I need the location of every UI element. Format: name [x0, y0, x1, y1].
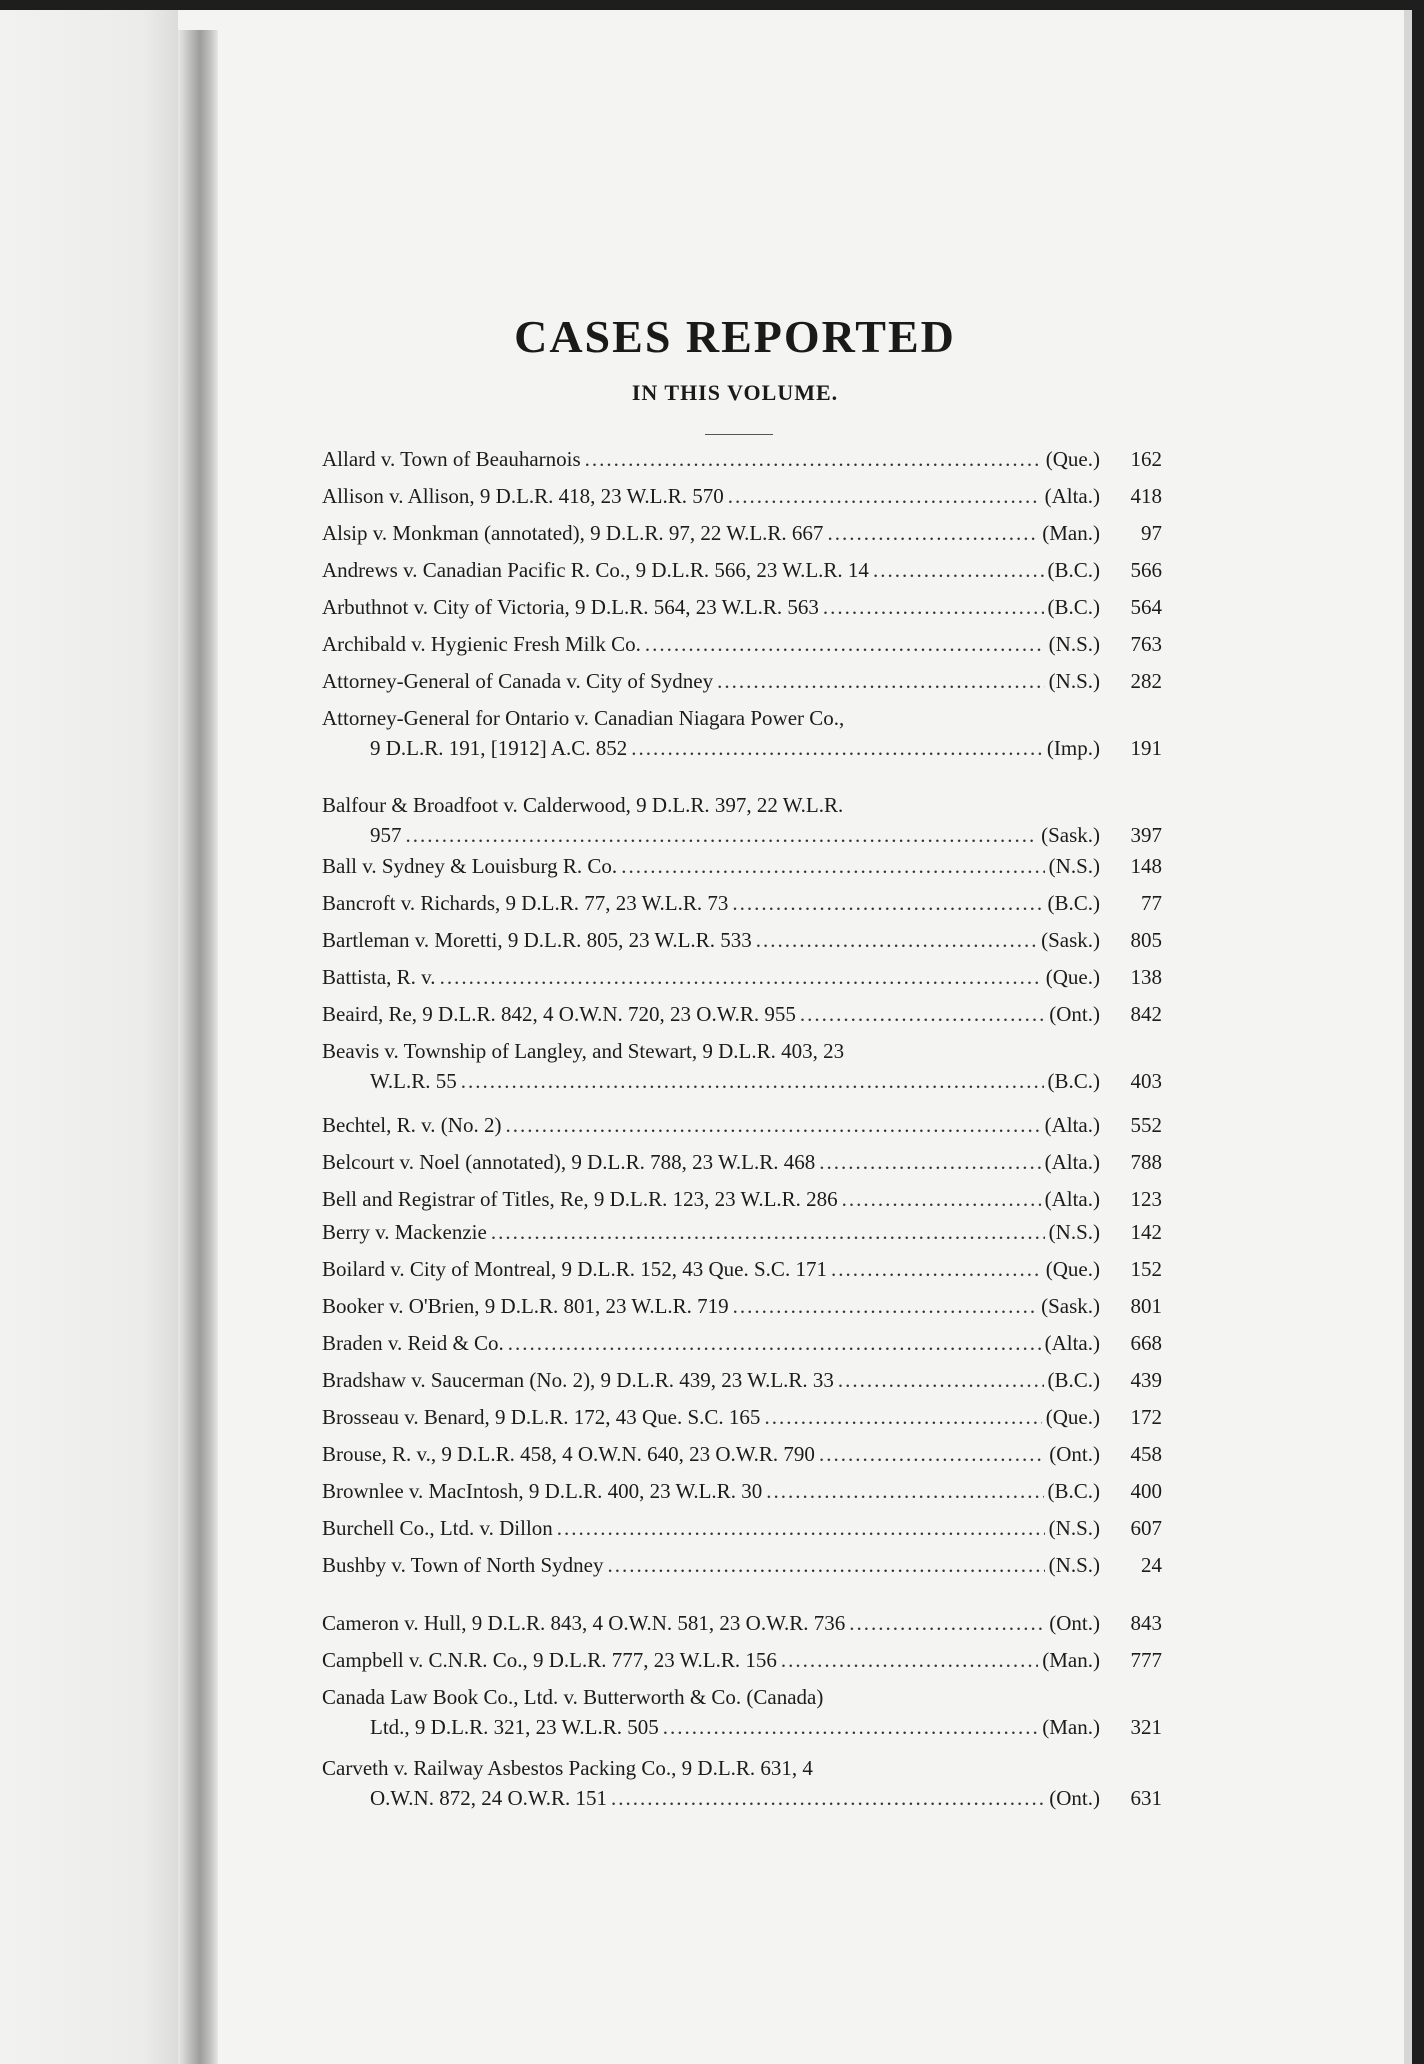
case-entry — [322, 666, 1162, 696]
case-title: Beaird, Re, 9 D.L.R. 842, 4 O.W.N. 720, 23 O.W.R. 955 — [322, 1002, 796, 1026]
dot-leader — [766, 1476, 1043, 1506]
case-entry — [322, 790, 1162, 850]
page-edge — [1404, 10, 1412, 2064]
court-abbrev: (Que.) — [1045, 965, 1100, 989]
case-title: Cameron v. Hull, 9 D.L.R. 843, 4 O.W.N. 581, 23 O.W.R. 736 — [322, 1611, 846, 1635]
facing-page-edge — [0, 10, 178, 2064]
court-abbrev: (N.S.) — [1048, 669, 1100, 693]
case-entry — [322, 444, 1162, 474]
court-abbrev: (Alta.) — [1044, 484, 1100, 508]
page-number: 403 — [1130, 1069, 1162, 1093]
court-abbrev: (B.C.) — [1047, 558, 1100, 582]
case-entry — [322, 888, 1162, 918]
case-title: Brouse, R. v., 9 D.L.R. 458, 4 O.W.N. 640, 23 O.W.R. 790 — [322, 1442, 815, 1466]
court-abbrev: (Sask.) — [1041, 928, 1100, 952]
case-title: Braden v. Reid & Co. — [322, 1331, 504, 1355]
case-title: Carveth v. Railway Asbestos Packing Co., 9 D.L.R. 631, 4 — [322, 1756, 813, 1780]
dot-leader — [491, 1217, 1045, 1247]
case-title: Boilard v. City of Montreal, 9 D.L.R. 152, 43 Que. S.C. 171 — [322, 1257, 827, 1281]
court-abbrev: (B.C.) — [1047, 1479, 1100, 1503]
case-title: Bell and Registrar of Titles, Re, 9 D.L.R. 123, 23 W.L.R. 286 — [322, 1187, 838, 1211]
page-number: 77 — [1141, 891, 1162, 915]
case-entry — [322, 518, 1162, 548]
case-entry — [322, 1645, 1162, 1675]
case-entry — [322, 1217, 1162, 1247]
court-abbrev: (Que.) — [1045, 1257, 1100, 1281]
dot-leader — [611, 1783, 1045, 1813]
page-number: 458 — [1130, 1442, 1162, 1466]
page-number: 282 — [1130, 669, 1162, 693]
court-abbrev: (Man.) — [1042, 1648, 1100, 1672]
case-title: Brosseau v. Benard, 9 D.L.R. 172, 43 Que. S.C. 165 — [322, 1405, 761, 1429]
book-page — [0, 10, 1412, 2064]
case-entry — [322, 1439, 1162, 1469]
dot-leader — [838, 1365, 1044, 1395]
page-number: 138 — [1130, 965, 1162, 989]
page-number: 552 — [1130, 1113, 1162, 1137]
case-title: Allison v. Allison, 9 D.L.R. 418, 23 W.L.R. 570 — [322, 484, 724, 508]
page-number: 843 — [1130, 1611, 1162, 1635]
case-entry — [322, 1184, 1162, 1214]
court-abbrev: (Ont.) — [1049, 1786, 1100, 1810]
page-number: 763 — [1130, 632, 1162, 656]
court-abbrev: (Man.) — [1042, 521, 1100, 545]
page-number: 397 — [1130, 823, 1162, 847]
book-binding-shadow — [178, 30, 218, 2064]
case-title: Attorney-General of Canada v. City of Sydney — [322, 669, 714, 693]
court-abbrev: (Ont.) — [1049, 1611, 1100, 1635]
page-number: 152 — [1130, 1257, 1162, 1281]
case-entry — [322, 1110, 1162, 1140]
case-entry — [322, 1328, 1162, 1358]
case-entry — [322, 555, 1162, 585]
case-title: Beavis v. Township of Langley, and Stewart, 9 D.L.R. 403, 23 — [322, 1039, 845, 1063]
dot-leader — [508, 1328, 1041, 1358]
dot-leader — [764, 1402, 1041, 1432]
case-entry — [322, 1753, 1162, 1813]
court-abbrev: (Sask.) — [1041, 823, 1100, 847]
case-title: Alsip v. Monkman (annotated), 9 D.L.R. 97, 22 W.L.R. 667 — [322, 521, 824, 545]
case-title: Berry v. Mackenzie — [322, 1220, 487, 1244]
dot-leader — [873, 555, 1044, 585]
page-number: 564 — [1130, 595, 1162, 619]
dot-leader — [505, 1110, 1040, 1140]
case-entry — [322, 851, 1162, 881]
page-number: 777 — [1130, 1648, 1162, 1672]
case-entry — [322, 962, 1162, 992]
page-number: 191 — [1130, 736, 1162, 760]
dot-leader — [440, 962, 1042, 992]
page-number: 631 — [1130, 1786, 1162, 1810]
case-entry — [322, 592, 1162, 622]
case-entry — [322, 1513, 1162, 1543]
page-number: 400 — [1130, 1479, 1162, 1503]
court-abbrev: (Ont.) — [1049, 1002, 1100, 1026]
case-title: 957 — [370, 823, 402, 847]
dot-leader — [607, 1550, 1044, 1580]
case-title: 9 D.L.R. 191, [1912] A.C. 852 — [370, 736, 628, 760]
page-number: 97 — [1141, 521, 1162, 545]
case-title: Ltd., 9 D.L.R. 321, 23 W.L.R. 505 — [370, 1715, 659, 1739]
case-title: Andrews v. Canadian Pacific R. Co., 9 D.L.R. 566, 23 W.L.R. 14 — [322, 558, 869, 582]
page-number: 24 — [1141, 1553, 1162, 1577]
case-title: Canada Law Book Co., Ltd. v. Butterworth & Co. (Canada) — [322, 1685, 824, 1709]
dot-leader — [621, 851, 1044, 881]
dot-leader — [557, 1513, 1045, 1543]
case-entry — [322, 1147, 1162, 1177]
page-number: 668 — [1130, 1331, 1162, 1355]
page-number: 842 — [1130, 1002, 1162, 1026]
case-entry — [322, 481, 1162, 511]
court-abbrev: (Ont.) — [1049, 1442, 1100, 1466]
dot-leader — [585, 444, 1042, 474]
court-abbrev: (Alta.) — [1044, 1187, 1100, 1211]
case-title: Balfour & Broadfoot v. Calderwood, 9 D.L.R. 397, 22 W.L.R. — [322, 793, 844, 817]
case-title: Burchell Co., Ltd. v. Dillon — [322, 1516, 553, 1540]
case-entry — [322, 1608, 1162, 1638]
dot-leader — [631, 733, 1043, 763]
page-number: 805 — [1130, 928, 1162, 952]
dot-leader — [781, 1645, 1038, 1675]
page-number: 321 — [1130, 1715, 1162, 1739]
page-number: 142 — [1130, 1220, 1162, 1244]
page-number: 607 — [1130, 1516, 1162, 1540]
case-title: Bradshaw v. Saucerman (No. 2), 9 D.L.R. 439, 23 W.L.R. 33 — [322, 1368, 834, 1392]
court-abbrev: (B.C.) — [1047, 891, 1100, 915]
case-title: Arbuthnot v. City of Victoria, 9 D.L.R. 564, 23 W.L.R. 563 — [322, 595, 819, 619]
title-divider — [705, 434, 773, 435]
court-abbrev: (N.S.) — [1048, 1220, 1100, 1244]
case-entry — [322, 1682, 1162, 1742]
case-entry — [322, 999, 1162, 1029]
case-title: Bechtel, R. v. (No. 2) — [322, 1113, 502, 1137]
dot-leader — [842, 1184, 1041, 1214]
case-title: Bushby v. Town of North Sydney — [322, 1553, 604, 1577]
dot-leader — [728, 481, 1041, 511]
case-title: Allard v. Town of Beauharnois — [322, 447, 581, 471]
court-abbrev: (N.S.) — [1048, 1553, 1100, 1577]
page-number: 418 — [1130, 484, 1162, 508]
case-entry — [322, 1550, 1162, 1580]
court-abbrev: (Que.) — [1045, 447, 1100, 471]
dot-leader — [461, 1066, 1044, 1096]
court-abbrev: (Man.) — [1042, 1715, 1100, 1739]
case-entry — [322, 629, 1162, 659]
court-abbrev: (B.C.) — [1047, 595, 1100, 619]
court-abbrev: (B.C.) — [1047, 1069, 1100, 1093]
dot-leader — [827, 518, 1038, 548]
court-abbrev: (N.S.) — [1048, 632, 1100, 656]
case-title: Bancroft v. Richards, 9 D.L.R. 77, 23 W.L.R. 73 — [322, 891, 729, 915]
dot-leader — [849, 1608, 1045, 1638]
dot-leader — [406, 820, 1038, 850]
page-number: 172 — [1130, 1405, 1162, 1429]
court-abbrev: (Alta.) — [1044, 1150, 1100, 1174]
page-number: 566 — [1130, 558, 1162, 582]
dot-leader — [819, 1147, 1040, 1177]
page-number: 788 — [1130, 1150, 1162, 1174]
case-entry — [322, 1254, 1162, 1284]
case-title: Bartleman v. Moretti, 9 D.L.R. 805, 23 W.L.R. 533 — [322, 928, 752, 952]
dot-leader — [756, 925, 1037, 955]
case-title: Brownlee v. MacIntosh, 9 D.L.R. 400, 23 W.L.R. 30 — [322, 1479, 763, 1503]
case-title: Attorney-General for Ontario v. Canadian Niagara Power Co., — [322, 706, 845, 730]
page-number: 801 — [1130, 1294, 1162, 1318]
page-number: 162 — [1130, 447, 1162, 471]
dot-leader — [717, 666, 1045, 696]
dot-leader — [800, 999, 1045, 1029]
dot-leader — [663, 1712, 1039, 1742]
case-title: Battista, R. v. — [322, 965, 436, 989]
page-title: CASES REPORTED — [514, 311, 956, 362]
dot-leader — [732, 888, 1043, 918]
court-abbrev: (Alta.) — [1044, 1113, 1100, 1137]
case-entry — [322, 925, 1162, 955]
case-entry — [322, 1291, 1162, 1321]
page-number: 123 — [1130, 1187, 1162, 1211]
court-abbrev: (Imp.) — [1046, 736, 1100, 760]
case-title: Archibald v. Hygienic Fresh Milk Co. — [322, 632, 641, 656]
page-subtitle: IN THIS VOLUME. — [631, 380, 839, 405]
dot-leader — [823, 592, 1044, 622]
court-abbrev: (Que.) — [1045, 1405, 1100, 1429]
court-abbrev: (Sask.) — [1041, 1294, 1100, 1318]
case-entry — [322, 703, 1162, 763]
case-title: Belcourt v. Noel (annotated), 9 D.L.R. 788, 23 W.L.R. 468 — [322, 1150, 816, 1174]
court-abbrev: (N.S.) — [1048, 854, 1100, 878]
case-title: Ball v. Sydney & Louisburg R. Co. — [322, 854, 618, 878]
dot-leader — [831, 1254, 1042, 1284]
page-number: 439 — [1130, 1368, 1162, 1392]
dot-leader — [645, 629, 1045, 659]
dot-leader — [733, 1291, 1037, 1321]
case-entry — [322, 1402, 1162, 1432]
case-entry — [322, 1476, 1162, 1506]
case-title: Campbell v. C.N.R. Co., 9 D.L.R. 777, 23 W.L.R. 156 — [322, 1648, 777, 1672]
case-title: Booker v. O'Brien, 9 D.L.R. 801, 23 W.L.R. 719 — [322, 1294, 729, 1318]
court-abbrev: (Alta.) — [1044, 1331, 1100, 1355]
case-title: O.W.N. 872, 24 O.W.R. 151 — [370, 1786, 608, 1810]
case-entry — [322, 1365, 1162, 1395]
page-number: 148 — [1130, 854, 1162, 878]
dot-leader — [819, 1439, 1045, 1469]
court-abbrev: (B.C.) — [1047, 1368, 1100, 1392]
case-entry — [322, 1036, 1162, 1096]
case-title: W.L.R. 55 — [370, 1069, 457, 1093]
court-abbrev: (N.S.) — [1048, 1516, 1100, 1540]
